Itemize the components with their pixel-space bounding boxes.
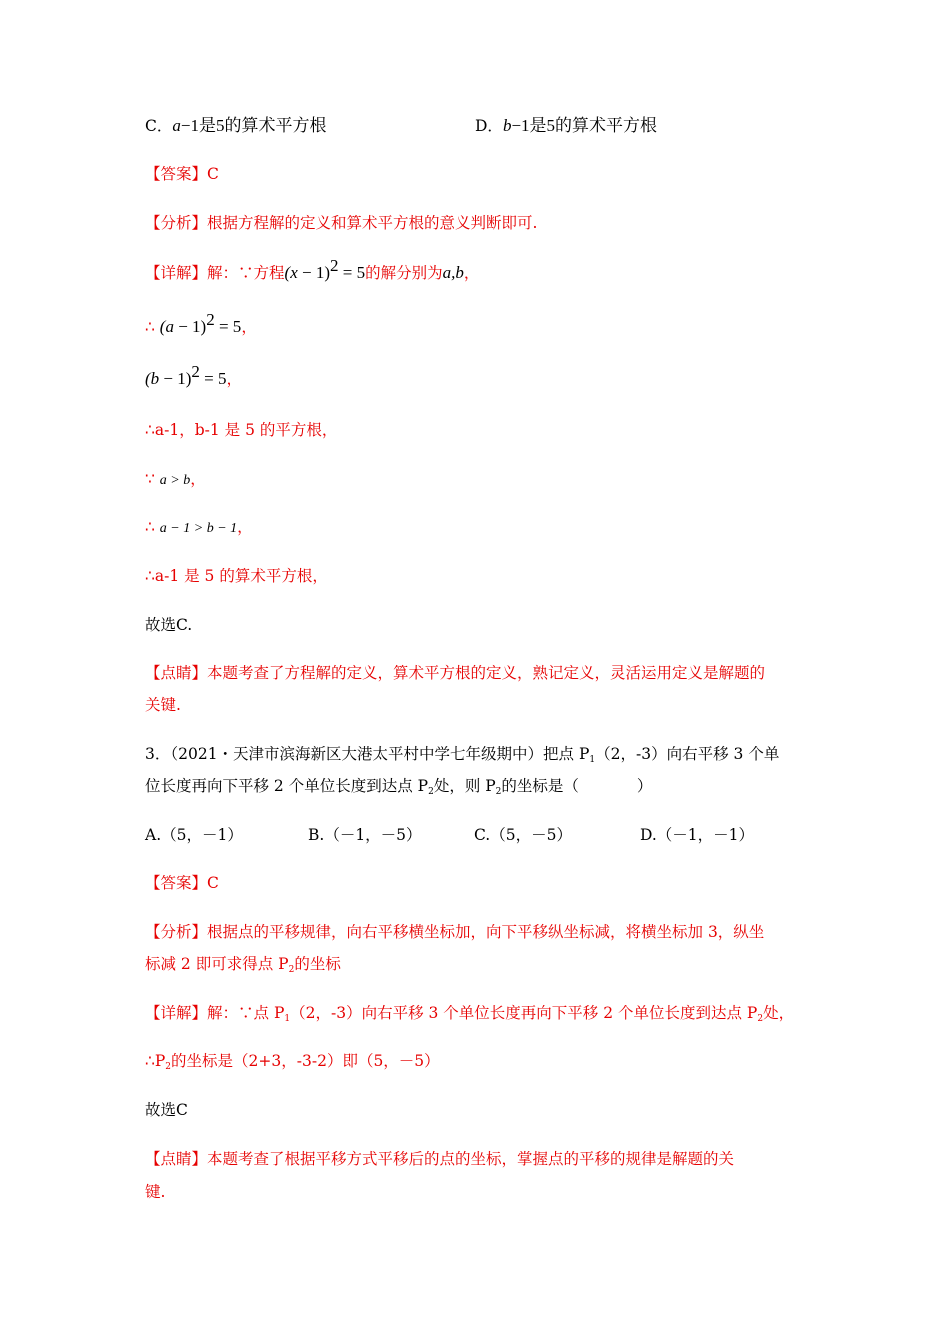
- q3-step-1: $\therefore P_2$的坐标是（2+3，-3-2）即（5，－5）: [145, 1052, 440, 1072]
- q2-detail: 【详解】解：∵方程$(x - 1)^2 = 5$的解分别为a,b，: [145, 256, 480, 282]
- q3-option-d: D.（－1，－1）: [640, 826, 755, 844]
- q3-option-c: C.（5，－5）: [474, 826, 572, 844]
- q3-detail: 【详解】解：∵点 $P_1(2$，-3）向右平移 3 个单位长度再向下平移 2 个单位长度到达点 $P_2$处，: [145, 1004, 795, 1024]
- q2-step-3: ∴a-1，b-1 是 5 的平方根，: [145, 421, 338, 439]
- q2-conclusion: 故选C.: [145, 616, 193, 634]
- q3-analysis-line-2: 标减 2 即可求得点 $P_2$的坐标: [145, 955, 341, 975]
- q3-stem-line-1: 3．（2021・天津市滨海新区大港太平村中学七年级期中）把点 $P_1(2$，-3）向右平移 3 个单: [145, 745, 780, 765]
- q3-analysis-line-1: 【分析】根据点的平移规律，向右平移横坐标加，向下平移纵坐标减，将横坐标加 3，纵坐: [145, 923, 765, 941]
- q2-step-1: ∴ $(a - 1)^2 = 5$，: [145, 310, 257, 336]
- q3-answer: 【答案】C: [145, 874, 219, 892]
- q2-step-4: ∵ a > b，: [145, 470, 206, 488]
- q2-answer: 【答案】C: [145, 165, 219, 183]
- q3-comment-line-1: 【点睛】本题考查了根据平移方式平移后的点的坐标，掌握点的平移的规律是解题的关: [145, 1150, 735, 1168]
- q3-option-b: B.（－1，－5）: [308, 826, 422, 844]
- q3-option-a: A.（5，－1）: [145, 826, 243, 844]
- q2-comment-line-1: 【点睛】本题考查了方程解的定义，算术平方根的定义，熟记定义，灵活运用定义是解题的: [145, 664, 766, 682]
- q3-comment-line-2: 键.: [145, 1183, 166, 1201]
- q3-stem-line-2: 位长度再向下平移 2 个单位长度到达点 $P_2$处，则 $P_2$的坐标是（ ）: [145, 777, 653, 797]
- q3-conclusion: 故选C: [145, 1101, 188, 1119]
- q2-analysis: 【分析】根据方程解的定义和算术平方根的意义判断即可.: [145, 214, 538, 232]
- q2-step-2: $(b - 1)^2 = 5$，: [145, 362, 243, 388]
- q2-comment-line-2: 关键.: [145, 696, 181, 714]
- q2-step-5: ∴ a − 1 > b − 1，: [145, 518, 253, 536]
- q2-step-6: ∴a-1 是 5 的算术平方根，: [145, 567, 328, 585]
- q2-option-d: D．b−1是5的算术平方根: [475, 116, 658, 135]
- q2-option-c: C．a−1是5的算术平方根: [145, 116, 327, 135]
